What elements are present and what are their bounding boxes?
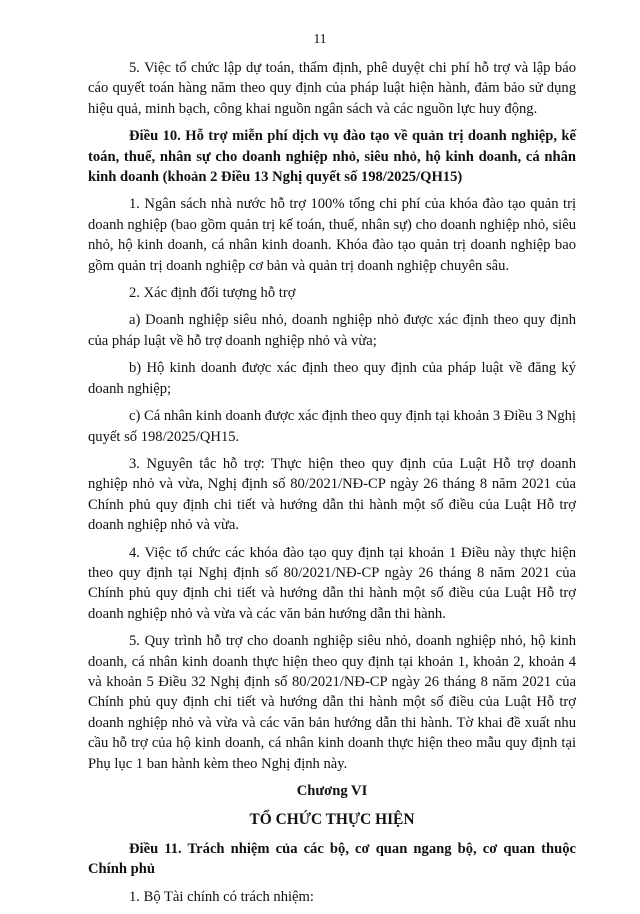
article-10-clause-3: 3. Nguyên tắc hỗ trợ: Thực hiện theo quy định của Luật Hỗ trợ doanh nghiệp nhỏ và vừa, Nghị định số 80/2021/NĐ-CP ngày 26 tháng 8 năm 2021 của Chính phủ quy định chi tiết và hướng dẫn thi hành một số điều của Luật Hỗ trợ doanh nghiệp nhỏ và vừa. [88, 455, 576, 534]
chapter-title: TỔ CHỨC THỰC HIỆN [249, 811, 415, 829]
article-10-clause-2c: c) Cá nhân kinh doanh được xác định theo quy định tại khoản 3 Điều 3 Nghị quyết số 198/2025/QH15. [88, 408, 576, 445]
chapter-heading: Chương VI [296, 783, 368, 799]
article-10-clause-4: 4. Việc tổ chức các khóa đào tạo quy định tại khoản 1 Điều này thực hiện theo quy định tại Nghị định số 80/2021/NĐ-CP ngày 26 tháng 8 năm 2021 của Chính phủ quy định chi tiết và hướng dẫn thi hành một số điều của Luật Hỗ trợ doanh nghiệp nhỏ và vừa và các văn bản hướng dẫn thi hành. [88, 544, 576, 622]
paragraph-clause-5: 5. Việc tổ chức lập dự toán, thẩm định, phê duyệt chi phí hỗ trợ và lập báo cáo quyết toán hàng năm theo quy định của pháp luật hiện hành, đảm bảo sử dụng hiệu quả, minh bạch, công khai nguồn ngân sách và các nguồn lực huy động. [88, 60, 576, 117]
article-11-heading: Điều 11. Trách nhiệm của các bộ, cơ quan ngang bộ, cơ quan thuộc Chính phủ [88, 840, 576, 878]
page-number: 11 [313, 31, 327, 46]
article-10-clause-2a: a) Doanh nghiệp siêu nhỏ, doanh nghiệp nhỏ được xác định theo quy định của pháp luật về hỗ trợ doanh nghiệp nhỏ và vừa; [88, 312, 576, 349]
article-10-clause-2b: b) Hộ kinh doanh được xác định theo quy định của pháp luật về đăng ký doanh nghiệp; [88, 360, 576, 397]
article-10-heading: Điều 10. Hỗ trợ miễn phí dịch vụ đào tạo về quản trị doanh nghiệp, kế toán, thuế, nhân sự cho doanh nghiệp nhỏ, siêu nhỏ, hộ kinh doanh, cá nhân kinh doanh (khoản 2 Điều 13 Nghị quyết số 198/2025/QH15) [88, 128, 576, 186]
article-10-clause-2: 2. Xác định đối tượng hỗ trợ [129, 285, 296, 302]
article-10-clause-5: 5. Quy trình hỗ trợ cho doanh nghiệp siêu nhỏ, doanh nghiệp nhỏ, hộ kinh doanh, cá nhân kinh doanh thực hiện theo quy định tại khoản 1, khoản 2, khoản 4 và khoản 5 Điều 32 Nghị định số 80/2021/NĐ-CP ngày 26 tháng 8 năm 2021 của Chính phủ quy định chi tiết và hướng dẫn thi hành một số điều của Luật Hỗ trợ doanh nghiệp nhỏ và vừa và các văn bản hướng dẫn thi hành. Tờ khai đề xuất nhu cầu hỗ trợ của hộ kinh doanh, cá nhân kinh doanh thực hiện theo mẫu quy định tại Phụ lục 1 ban hành kèm theo Nghị định này. [88, 633, 576, 772]
article-10-clause-1: 1. Ngân sách nhà nước hỗ trợ 100% tổng chi phí của khóa đào tạo quản trị doanh nghiệp (bao gồm quản trị kế toán, thuế, nhân sự) cho doanh nghiệp nhỏ, siêu nhỏ, hộ kinh doanh, cá nhân kinh doanh. Khóa đào tạo quản trị doanh nghiệp bao gồm quản trị doanh nghiệp cơ bản và quản trị doanh nghiệp chuyên sâu. [88, 196, 576, 274]
document-body [88, 58, 576, 914]
article-11-clause-1: 1. Bộ Tài chính có trách nhiệm: [129, 888, 314, 905]
